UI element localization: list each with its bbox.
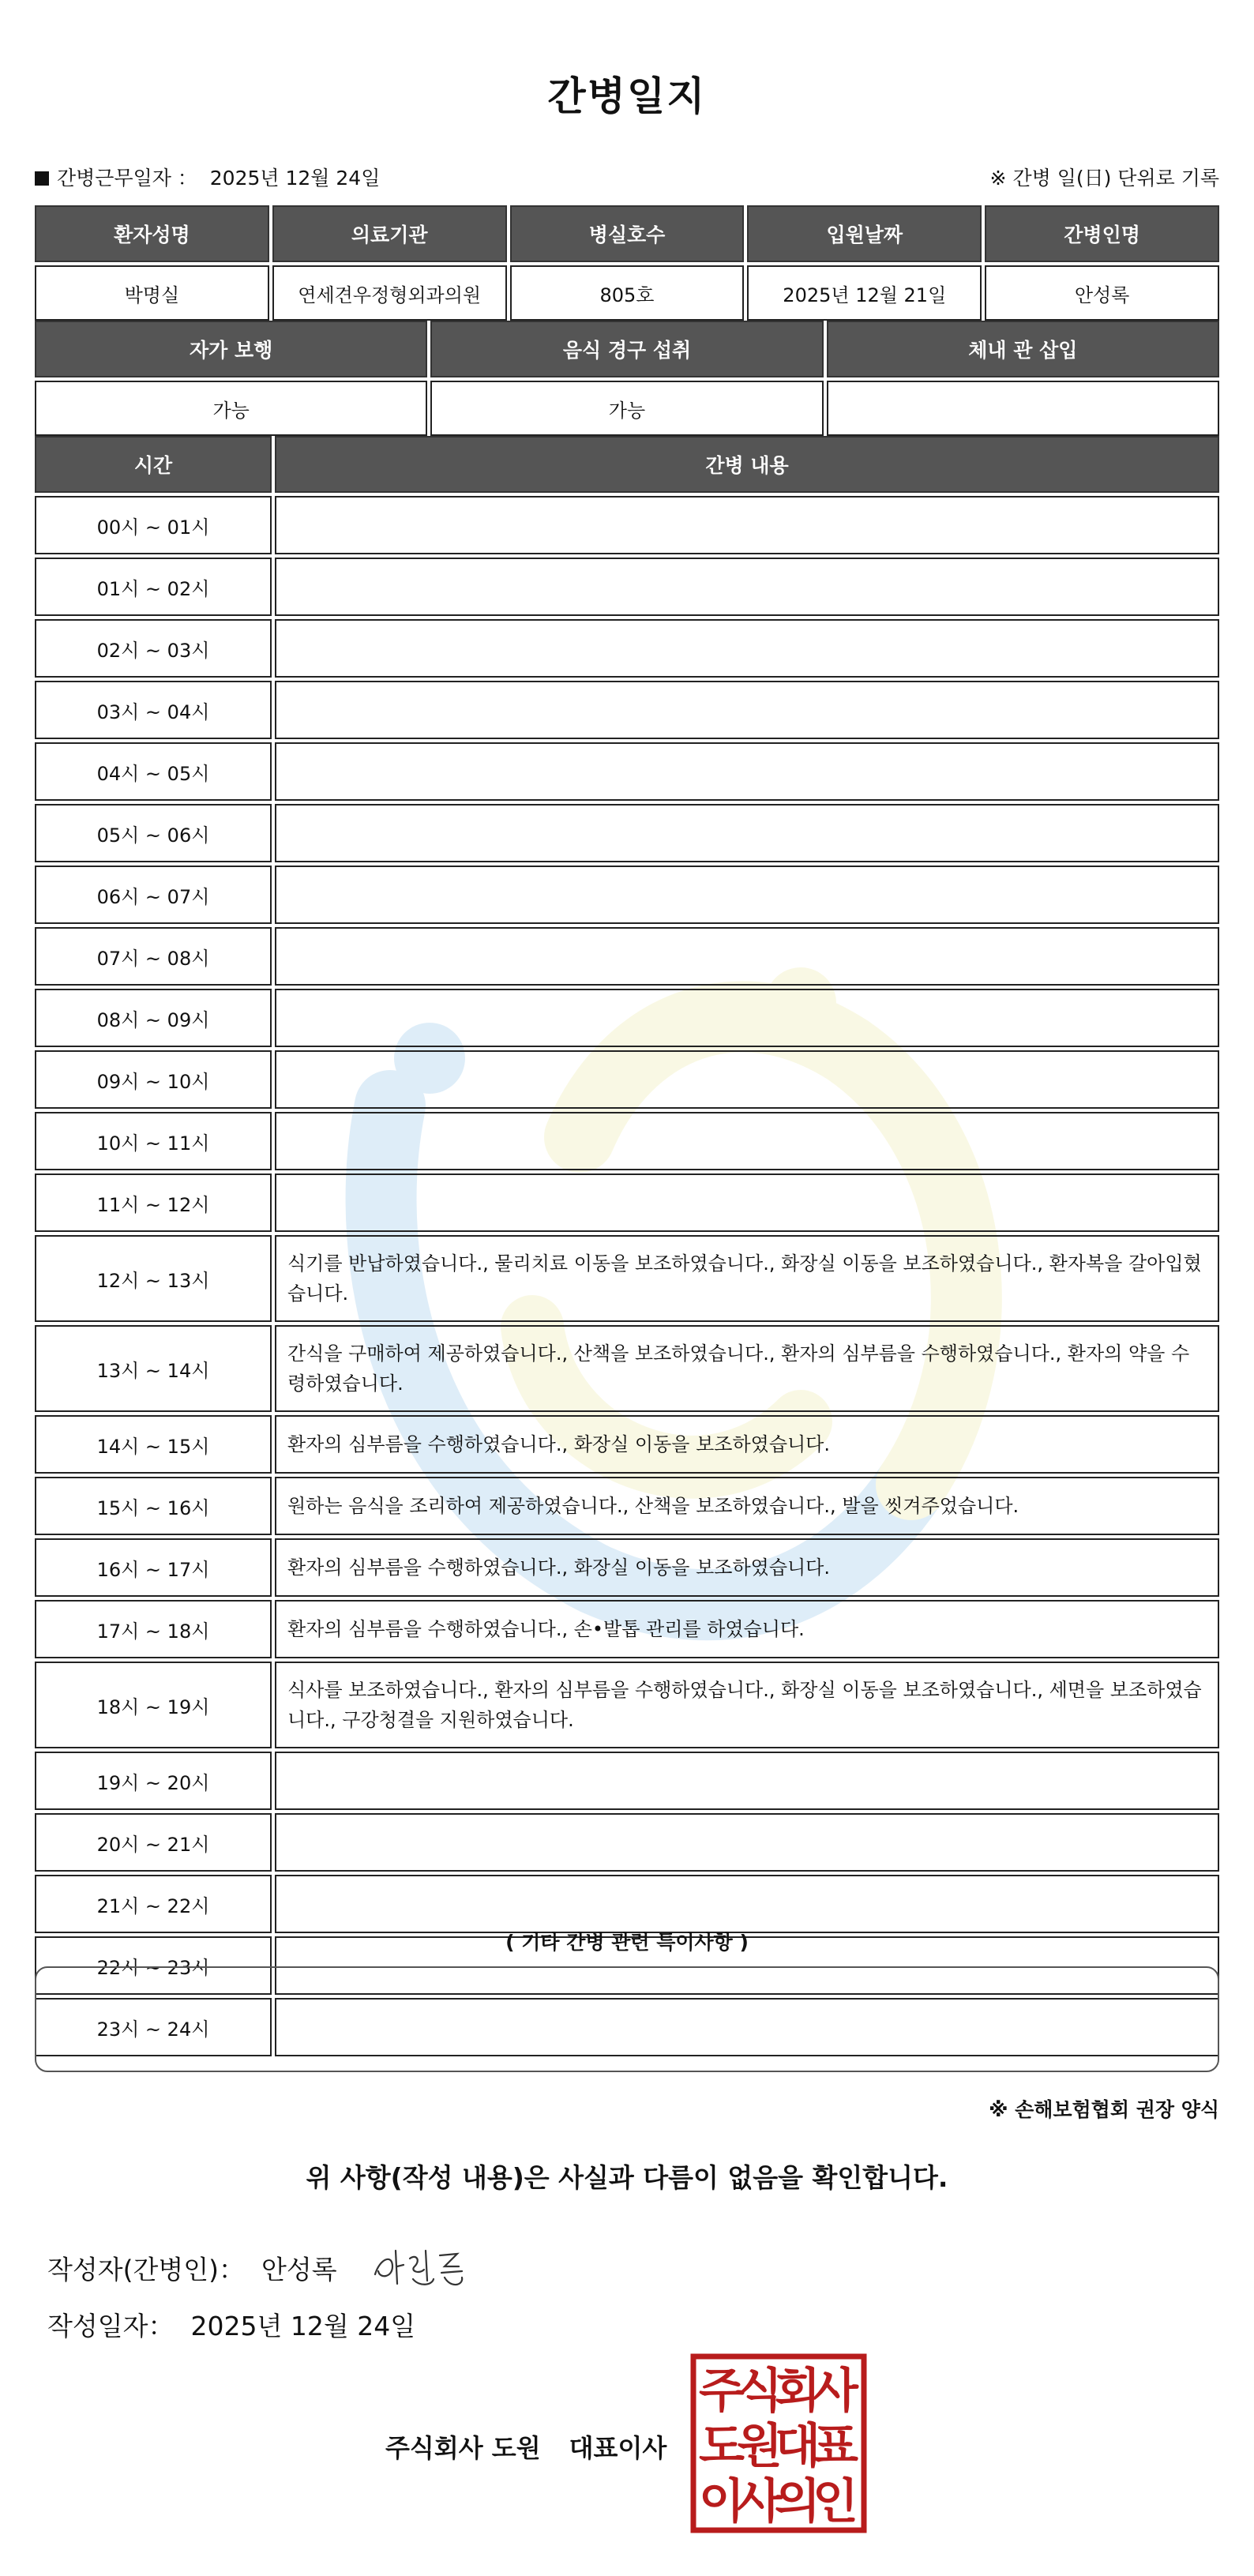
table-row (35, 1112, 1219, 1170)
table-row (35, 804, 1219, 862)
written-date-value: 2025년 12월 24일 (190, 2311, 416, 2341)
care-content-cell[interactable]: 환자의 심부름을 수행하였습니다., 손•발톱 관리를 하였습니다. (275, 1600, 1219, 1658)
care-content-cell[interactable] (275, 866, 1219, 924)
time-cell: 08시 ~ 09시 (35, 989, 272, 1047)
time-cell: 17시 ~ 18시 (35, 1600, 272, 1658)
care-content-header: 간병 내용 (275, 436, 1219, 493)
writer-label: 작성자(간병인)： (47, 2254, 246, 2285)
company-role: 대표이사 (569, 2433, 667, 2463)
tube-insertion-header: 체내 관 삽입 (827, 321, 1219, 377)
care-content-cell[interactable] (275, 1875, 1219, 1933)
self-walking-value: 가능 (35, 381, 427, 436)
table-row (35, 1813, 1219, 1872)
svg-text:도: 도 (699, 2419, 745, 2474)
care-content-cell[interactable] (275, 1173, 1219, 1232)
work-date-line (35, 163, 380, 191)
table-row (35, 1600, 1219, 1658)
table-row (35, 1538, 1219, 1597)
time-cell: 01시 ~ 02시 (35, 558, 272, 616)
patient-name-header: 환자성명 (35, 205, 269, 262)
writer-line (47, 2243, 471, 2300)
admission-date-value: 2025년 12월 21일 (747, 265, 982, 321)
record-unit-note: ※ 간병 일(日) 단위로 기록 (989, 167, 1219, 190)
time-cell: 06시 ~ 07시 (35, 866, 272, 924)
table-row (35, 681, 1219, 739)
care-content-cell[interactable] (275, 1050, 1219, 1109)
care-content-cell[interactable] (275, 681, 1219, 739)
time-cell: 09시 ~ 10시 (35, 1050, 272, 1109)
svg-text:사: 사 (813, 2364, 858, 2419)
table-row (35, 866, 1219, 924)
special-notes-label: ( 기타 간병 관련 특이사항 ) (505, 1931, 749, 1954)
svg-text:이: 이 (699, 2474, 745, 2529)
patient-name-value: 박명실 (35, 265, 269, 321)
time-cell: 03시 ~ 04시 (35, 681, 272, 739)
table-row (35, 1235, 1219, 1322)
time-cell: 10시 ~ 11시 (35, 1112, 272, 1170)
table-row (35, 558, 1219, 616)
self-walking-header: 자가 보행 (35, 321, 427, 377)
table-row (35, 1875, 1219, 1933)
care-content-cell[interactable]: 식기를 반납하였습니다., 물리치료 이동을 보조하였습니다., 화장실 이동을 보조하였습니다., 환자복을 갈아입혔습니다. (275, 1235, 1219, 1322)
handwritten-signature (369, 2243, 471, 2300)
care-content-cell[interactable]: 식사를 보조하였습니다., 환자의 심부름을 수행하였습니다., 화장실 이동을 보조하였습니다., 세면을 보조하였습니다., 구강청결을 지원하였습니다. (275, 1662, 1219, 1748)
svg-text:대: 대 (775, 2419, 820, 2474)
svg-text:사: 사 (737, 2474, 783, 2529)
time-cell: 13시 ~ 14시 (35, 1325, 272, 1412)
page-title: 간병일지 (547, 73, 707, 119)
table-row (35, 1662, 1219, 1748)
company-line (385, 2428, 695, 2465)
table-row (35, 1752, 1219, 1810)
table-row (35, 619, 1219, 678)
svg-text:식: 식 (737, 2364, 783, 2419)
table-row (35, 1050, 1219, 1109)
time-cell: 12시 ~ 13시 (35, 1235, 272, 1322)
table-row (35, 1477, 1219, 1535)
hospital-header: 의료기관 (272, 205, 507, 262)
hourly-care-log-table (32, 433, 1222, 2060)
care-content-cell[interactable] (275, 742, 1219, 801)
care-content-cell[interactable] (275, 1752, 1219, 1810)
time-cell: 02시 ~ 03시 (35, 619, 272, 678)
written-date-line (47, 2306, 415, 2343)
room-number-header: 병실호수 (510, 205, 745, 262)
writer-name: 안성록 (261, 2254, 337, 2285)
time-cell: 07시 ~ 08시 (35, 927, 272, 986)
care-content-cell[interactable]: 원하는 음식을 조리하여 제공하였습니다., 산책을 보조하였습니다., 발을 씻겨주었습니다. (275, 1477, 1219, 1535)
time-cell: 11시 ~ 12시 (35, 1173, 272, 1232)
svg-text:회: 회 (775, 2364, 820, 2419)
time-cell: 20시 ~ 21시 (35, 1813, 272, 1872)
table-row (35, 989, 1219, 1047)
care-content-cell[interactable]: 간식을 구매하여 제공하였습니다., 산책을 보조하였습니다., 환자의 심부름을 수행하였습니다., 환자의 약을 수령하였습니다. (275, 1325, 1219, 1412)
svg-text:표: 표 (813, 2419, 858, 2474)
patient-info-header-row (35, 205, 1219, 262)
work-date-label: 간병근무일자 ： (57, 167, 197, 190)
table-row (35, 1415, 1219, 1474)
care-content-cell[interactable]: 환자의 심부름을 수행하였습니다., 화장실 이동을 보조하였습니다. (275, 1538, 1219, 1597)
oral-intake-header: 음식 경구 섭취 (430, 321, 823, 377)
svg-text:원: 원 (737, 2419, 783, 2474)
company-name: 주식회사 도원 (385, 2433, 541, 2463)
table-row (35, 1325, 1219, 1412)
patient-info-table (32, 202, 1222, 324)
tube-insertion-value (827, 381, 1219, 436)
patient-status-table (32, 317, 1222, 439)
hospital-value: 연세견우정형외과의원 (272, 265, 507, 321)
time-cell: 22시 ~ 23시 (35, 1936, 272, 1995)
care-content-cell[interactable]: 환자의 심부름을 수행하였습니다., 화장실 이동을 보조하였습니다. (275, 1415, 1219, 1474)
time-cell: 05시 ~ 06시 (35, 804, 272, 862)
care-content-cell[interactable] (275, 804, 1219, 862)
care-content-cell[interactable] (275, 1813, 1219, 1872)
svg-text:의: 의 (775, 2474, 820, 2529)
time-cell: 21시 ~ 22시 (35, 1875, 272, 1933)
care-content-cell[interactable] (275, 927, 1219, 986)
caregiver-name-header: 간병인명 (985, 205, 1219, 262)
table-row (35, 927, 1219, 986)
time-cell: 04시 ~ 05시 (35, 742, 272, 801)
patient-status-header-row (35, 321, 1219, 377)
time-cell: 00시 ~ 01시 (35, 496, 272, 554)
care-content-cell[interactable] (275, 558, 1219, 616)
table-row (35, 1173, 1219, 1232)
written-date-label: 작성일자： (47, 2311, 175, 2341)
time-header: 시간 (35, 436, 272, 493)
care-log-header-row (35, 436, 1219, 493)
time-cell: 16시 ~ 17시 (35, 1538, 272, 1597)
care-content-cell[interactable] (275, 496, 1219, 554)
company-seal-stamp (690, 2353, 867, 2533)
time-cell: 18시 ~ 19시 (35, 1662, 272, 1748)
oral-intake-value: 가능 (430, 381, 823, 436)
admission-date-header: 입원날짜 (747, 205, 982, 262)
care-content-cell[interactable] (275, 1112, 1219, 1170)
room-number-value: 805호 (510, 265, 745, 321)
patient-status-value-row (35, 381, 1219, 436)
patient-info-value-row (35, 265, 1219, 321)
table-row (35, 496, 1219, 554)
care-content-cell[interactable] (275, 619, 1219, 678)
svg-text:인: 인 (813, 2474, 858, 2529)
caregiver-name-value: 안성록 (985, 265, 1219, 321)
time-cell: 23시 ~ 24시 (35, 1998, 272, 2056)
time-cell: 15시 ~ 16시 (35, 1477, 272, 1535)
svg-text:주: 주 (699, 2364, 745, 2419)
time-cell: 14시 ~ 15시 (35, 1415, 272, 1474)
care-content-cell[interactable] (275, 989, 1219, 1047)
time-cell: 19시 ~ 20시 (35, 1752, 272, 1810)
table-row (35, 742, 1219, 801)
standard-form-note: ※ 손해보험협회 권장 양식 (989, 2098, 1219, 2121)
confirmation-statement: 위 사항(작성 내용)은 사실과 다름이 없음을 확인합니다. (306, 2162, 948, 2193)
work-date-value: 2025년 12월 24일 (209, 167, 381, 190)
special-notes-box[interactable] (35, 1966, 1219, 2072)
square-bullet-icon (35, 171, 49, 186)
